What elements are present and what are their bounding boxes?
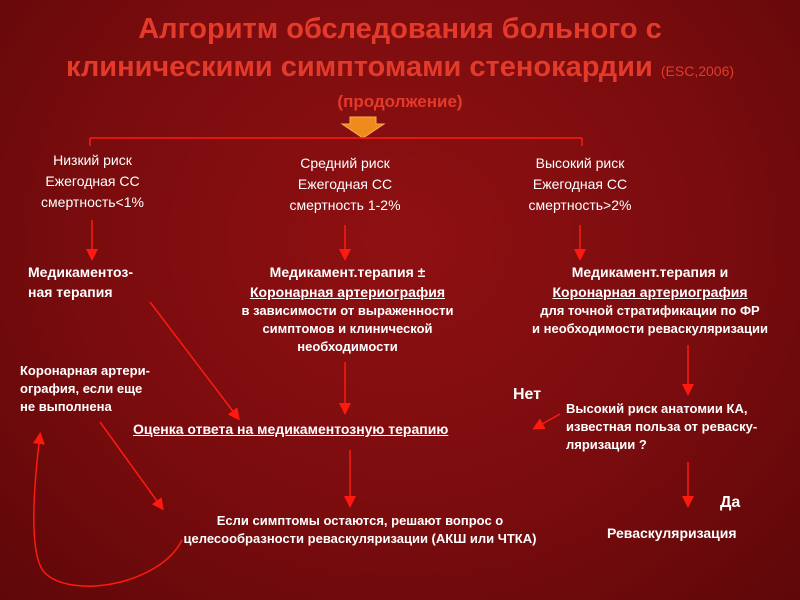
high-risk-line-3: смертность>2% — [528, 197, 632, 213]
title-line-2: клиническими симптомами стенокардии — [65, 51, 653, 83]
low-treatment-box — [28, 262, 198, 302]
high-treatment-note-1: для точной стратификации по ФР — [540, 303, 760, 318]
connector-loop-back — [34, 435, 182, 586]
symptoms-line-2: целесообразности реваскуляризации (АКШ или ЧТКА) — [183, 531, 537, 546]
high-risk-label: Высокий риск — [535, 155, 625, 171]
mid-risk-line-2: Ежегодная СС — [297, 176, 393, 192]
low-risk-label: Низкий риск — [53, 152, 132, 168]
low-risk-line-2: Ежегодная СС — [45, 173, 140, 189]
title-source: (ESC,2006) — [660, 63, 735, 79]
mid-treatment-note-1: в зависимости от выраженности — [241, 303, 454, 318]
mid-treatment-line-2: Коронарная артериография — [250, 284, 445, 300]
high-treatment-note-2: и необходимости реваскуляризации — [532, 321, 768, 336]
evaluation-label: Оценка ответа на медикаментозную терапию — [133, 421, 449, 437]
coronary-note-line-2: ография, если еще — [20, 381, 143, 396]
high-anatomy-box — [566, 400, 796, 454]
no-label: Нет — [513, 386, 542, 403]
high-anatomy-line-2: известная польза от реваску- — [566, 419, 758, 434]
symptoms-line-1: Если симптомы остаются, решают вопрос о — [216, 513, 504, 528]
coronary-note-line-1: Коронарная артери- — [20, 363, 150, 378]
mid-treatment-box — [215, 262, 480, 356]
mid-risk-label: Средний риск — [300, 155, 390, 171]
connector-no — [535, 414, 560, 428]
down-arrow-icon — [342, 117, 384, 138]
revascularization-label: Реваскуляризация — [607, 525, 737, 541]
high-risk-box — [490, 153, 670, 216]
low-treatment-line-1: Медикаментоз- — [28, 264, 133, 280]
high-treatment-line-2: Коронарная артериография — [552, 284, 748, 300]
high-treatment-box — [505, 262, 795, 338]
coronary-note — [20, 362, 185, 416]
title-line-1: Алгоритм обследования больного с — [138, 13, 662, 45]
low-risk-line-3: смертность<1% — [41, 194, 144, 210]
low-treatment-line-2: ная терапия — [28, 284, 113, 300]
high-anatomy-line-1: Высокий риск анатомии КА, — [566, 401, 748, 416]
title-line-3: (продолжение) — [337, 92, 463, 111]
branch-bracket — [90, 138, 582, 146]
symptoms-box — [150, 512, 570, 548]
slide-title — [0, 10, 800, 114]
low-risk-box — [10, 150, 175, 213]
mid-treatment-note-2: симптомов и клинической — [262, 321, 433, 336]
high-anatomy-line-3: ляризации ? — [566, 437, 647, 452]
high-risk-line-2: Ежегодная СС — [532, 176, 628, 192]
coronary-note-line-3: не выполнена — [20, 399, 112, 414]
high-treatment-line-1: Медикамент.терапия и — [571, 264, 729, 280]
mid-treatment-note-3: необходимости — [297, 339, 398, 354]
mid-treatment-line-1: Медикамент.терапия ± — [269, 264, 426, 280]
yes-label: Да — [720, 494, 741, 511]
mid-risk-line-3: смертность 1-2% — [289, 197, 401, 213]
mid-risk-box — [255, 153, 435, 216]
